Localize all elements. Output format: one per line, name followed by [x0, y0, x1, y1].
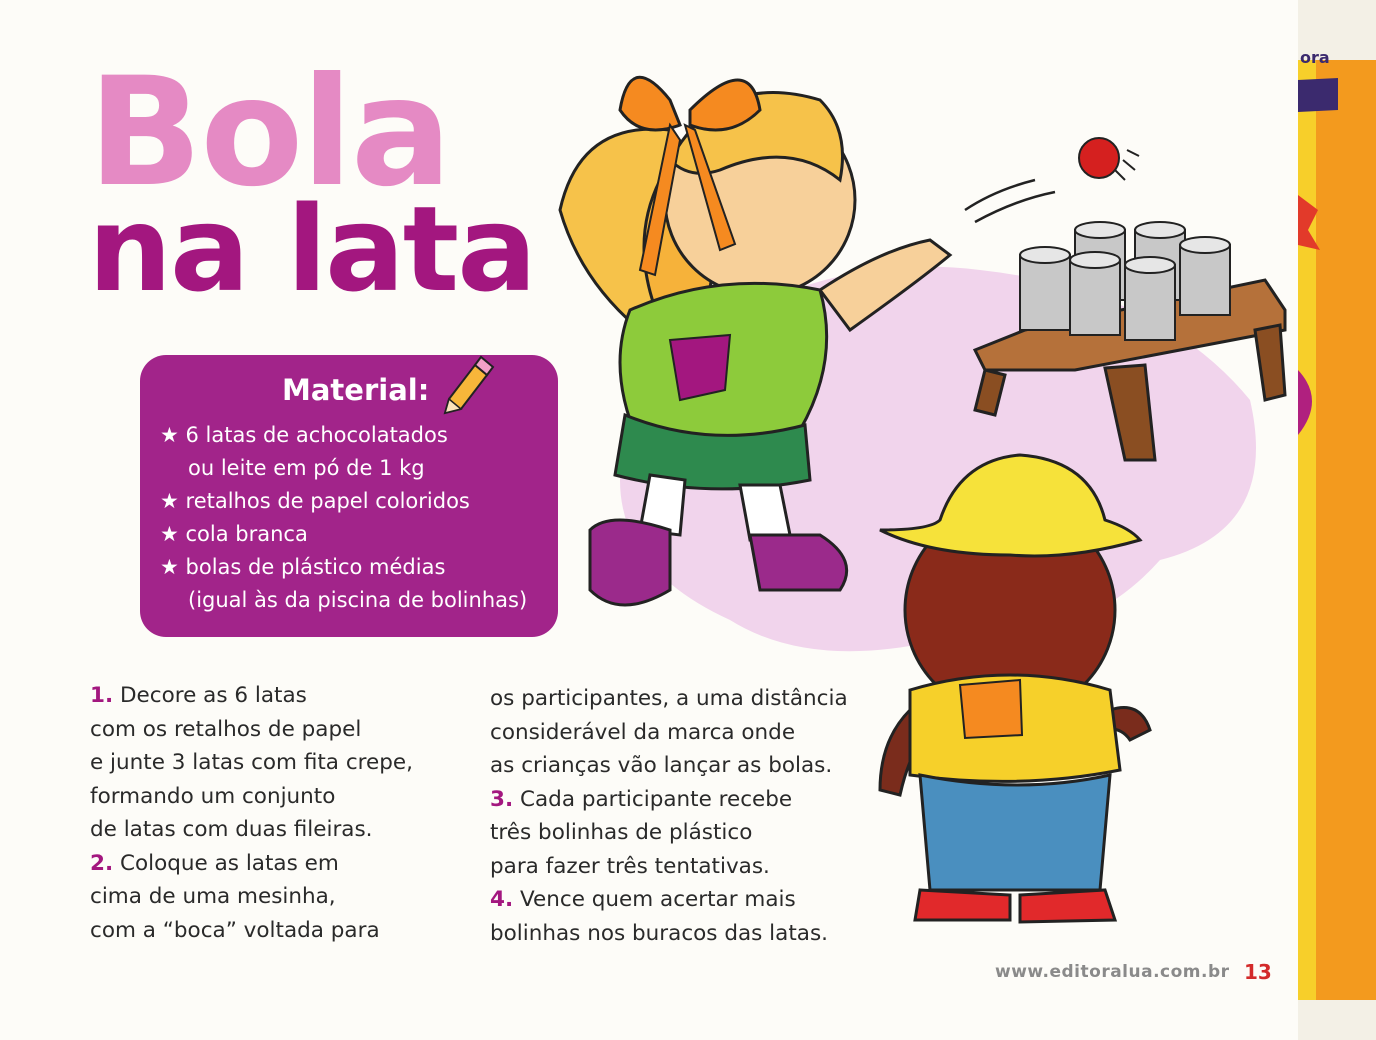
instruction-line: 2. Coloque as latas em: [90, 850, 339, 876]
instruction-line: com os retalhos de papel: [90, 716, 362, 742]
instruction-line: bolinhas nos buracos das latas.: [490, 920, 828, 946]
pencil-icon: [435, 355, 495, 415]
material-item: ★ cola branca: [160, 522, 308, 546]
boy-shoes: [915, 890, 1115, 922]
cans-on-table-illustration: [965, 220, 1295, 470]
footer-website-url: www.editoralua.com.br: [995, 962, 1230, 982]
material-item: ★ 6 latas de achocolatados: [160, 423, 448, 447]
instruction-line: considerável da marca onde: [490, 719, 796, 745]
boy-jeans: [920, 775, 1110, 890]
instruction-line: para fazer três tentativas.: [490, 853, 770, 879]
step-number: 4.: [490, 887, 514, 912]
material-list: [160, 419, 527, 617]
material-box: [140, 355, 558, 637]
material-item-cont: ou leite em pó de 1 kg: [188, 456, 425, 480]
instruction-line: 3. Cada participante recebe: [490, 786, 793, 812]
instruction-line: e junte 3 latas com fita crepe,: [90, 750, 413, 775]
boy-yellow-hat: [880, 455, 1140, 556]
page-number: 13: [1244, 960, 1272, 984]
step-number: 2.: [90, 850, 114, 876]
sidebar-partial-text: ora: [1300, 48, 1330, 67]
material-item-cont: (igual às da piscina de bolinhas): [188, 588, 528, 612]
ball-flying: [955, 130, 1145, 230]
title-line-2: na lata: [88, 180, 535, 318]
material-item: ★ retalhos de papel coloridos: [160, 489, 470, 513]
girl-shoes: [590, 520, 847, 605]
instructions-right-column: [490, 682, 848, 950]
title-line-1: Bola: [88, 46, 451, 220]
material-heading: Material:: [282, 373, 430, 407]
instruction-line: com a “boca” voltada para: [90, 917, 380, 943]
instruction-line: de latas com duas fileiras.: [90, 817, 373, 842]
girl-hair-bow: [620, 77, 760, 130]
instructions-left-column: [90, 679, 413, 947]
material-item: ★ bolas de plástico médias: [160, 555, 446, 579]
instruction-line: cima de uma mesinha,: [90, 884, 336, 909]
instruction-line: os participantes, a uma distância: [490, 686, 848, 711]
boy-illustration: [870, 440, 1160, 940]
instruction-line: 4. Vence quem acertar mais: [490, 887, 796, 912]
page-edge-sidebar: [1298, 0, 1376, 1040]
instruction-line: formando um conjunto: [90, 783, 336, 809]
step-number: 3.: [490, 786, 514, 812]
instruction-line: três bolinhas de plástico: [490, 820, 753, 845]
instruction-line: 1. Decore as 6 latas: [90, 683, 307, 708]
step-number: 1.: [90, 683, 114, 708]
instruction-line: as crianças vão lançar as bolas.: [490, 753, 833, 778]
